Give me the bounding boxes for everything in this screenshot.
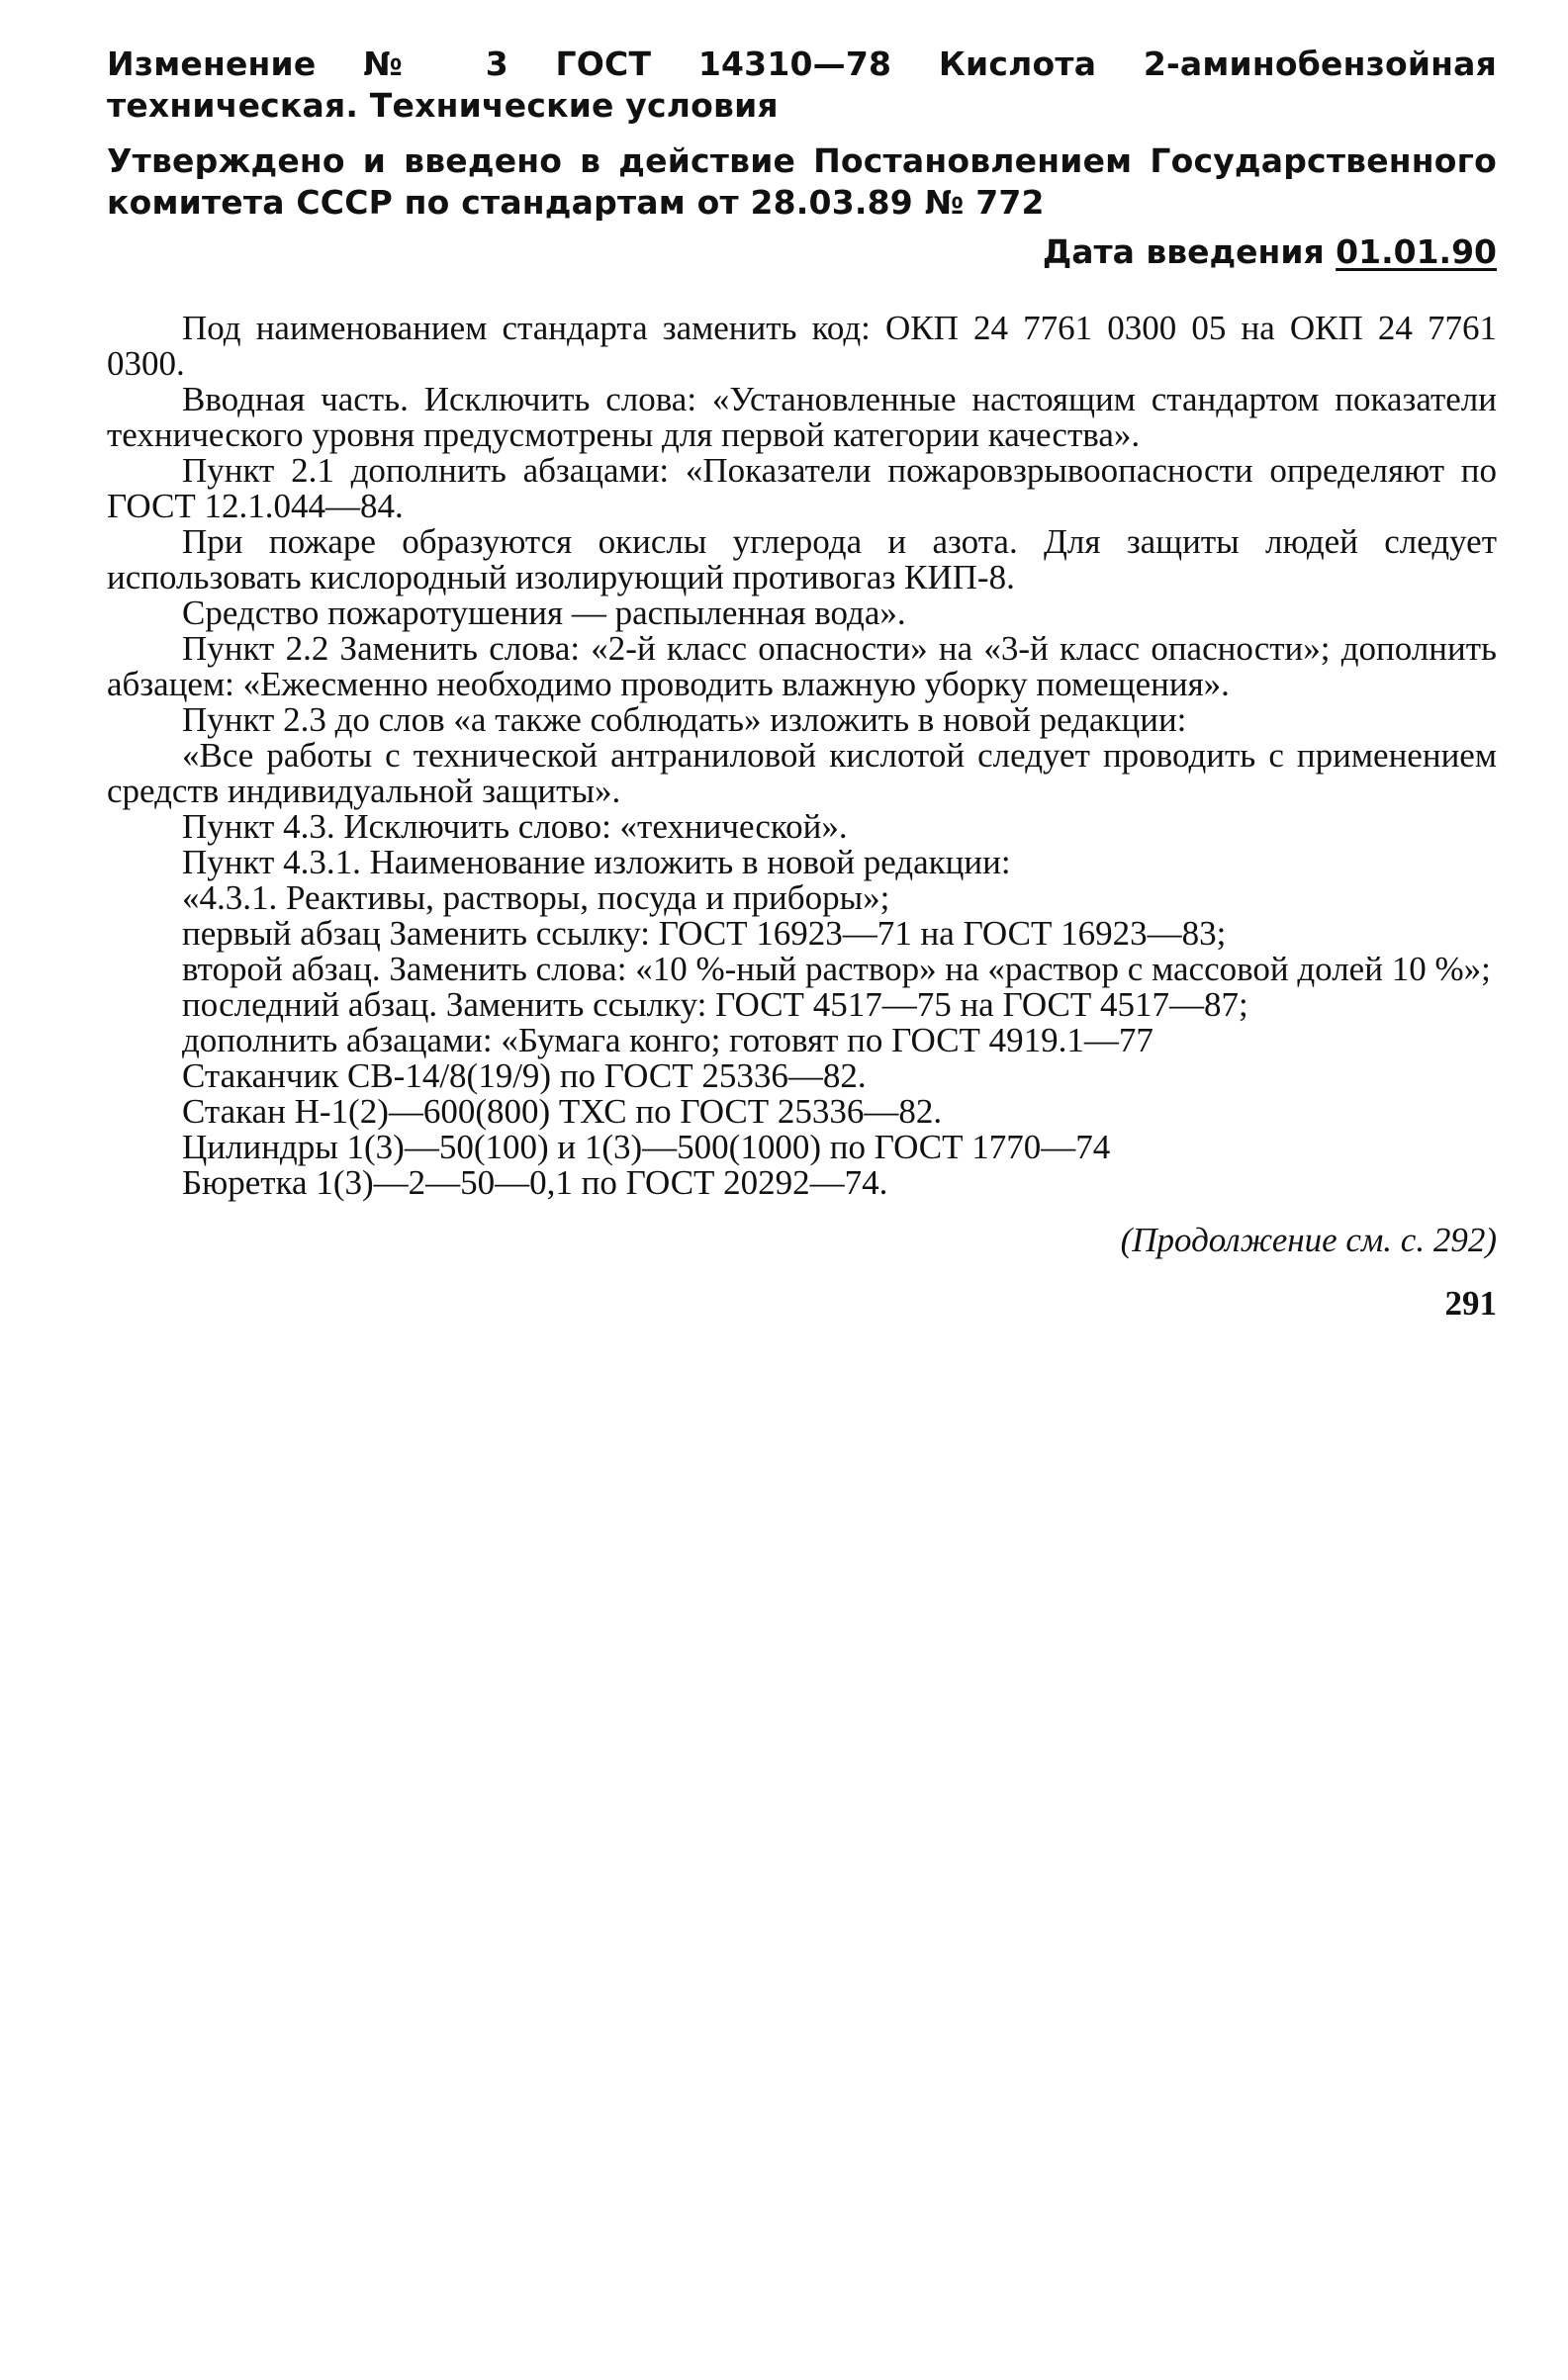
effective-date: [107, 231, 1497, 273]
paragraph: Стакан Н-1(2)—600(800) ТХС по ГОСТ 25336—82.: [182, 1092, 943, 1131]
paragraph: Цилиндры 1(3)—50(100) и 1(3)—500(1000) по ГОСТ 1770—74: [182, 1128, 1111, 1166]
paragraph: Пункт 4.3.1. Наименование изложить в новой редакции:: [182, 843, 1011, 881]
paragraph: дополнить абзацами: «Бумага конго; готовят по ГОСТ 4919.1—77: [182, 1021, 1153, 1059]
paragraph: Пункт 2.1 дополнить абзацами: «Показатели пожаровзрывоопасности определяют по ГОСТ 12.1.044—84.: [107, 451, 1497, 525]
effective-date-value: 01.01.90: [1336, 232, 1497, 271]
paragraph: Пункт 4.3. Исключить слово: «технической».: [182, 807, 848, 846]
paragraph: Пункт 2.2 Заменить слова: «2-й класс опасности» на «3-й класс опасности»; дополнить абзацем: «Ежесменно необходимо проводить влажную уборку помещения».: [107, 629, 1497, 703]
paragraph: первый абзац Заменить ссылку: ГОСТ 16923—71 на ГОСТ 16923—83;: [182, 914, 1227, 953]
continuation-note: (Продолжение см. с. 292): [1120, 1221, 1497, 1259]
paragraph: Под наименованием стандарта заменить код: ОКП 24 7761 0300 05 на ОКП 24 7761 0300.: [107, 309, 1497, 383]
paragraph: Вводная часть. Исключить слова: «Установленные настоящим стандартом показатели технического уровня предусмотрены для первой категории качества».: [107, 380, 1497, 454]
document-page: [107, 44, 1497, 1324]
page-number: 291: [1444, 1284, 1497, 1323]
paragraph: Пункт 2.3 до слов «а также соблюдать» изложить в новой редакции:: [182, 700, 1187, 739]
amendment-body: [107, 311, 1497, 1258]
paragraph: Средство пожаротушения — распыленная вода».: [182, 594, 906, 632]
paragraph: второй абзац. Заменить слова: «10 %-ный раствор» на «раствор с массовой долей 10 %»;: [182, 950, 1491, 988]
paragraph: «4.3.1. Реактивы, растворы, посуда и приборы»;: [182, 878, 890, 917]
paragraph: Стаканчик СВ-14/8(19/9) по ГОСТ 25336—82.: [182, 1056, 867, 1095]
paragraph: Бюретка 1(3)—2—50—0,1 по ГОСТ 20292—74.: [182, 1163, 888, 1202]
approval-statement: Утверждено и введено в действие Постановлением Государственного комитета СССР по стандартам от 28.03.89 № 772: [107, 141, 1497, 222]
paragraph: «Все работы с технической антраниловой кислотой следует проводить с применением средств индивидуальной защиты».: [107, 736, 1497, 810]
paragraph: последний абзац. Заменить ссылку: ГОСТ 4517—75 на ГОСТ 4517—87;: [182, 985, 1248, 1024]
amendment-title: Изменение № 3 ГОСТ 14310—78 Кислота 2-аминобензойная техническая. Технические условия: [107, 45, 1497, 125]
effective-date-label: Дата введения: [1042, 232, 1325, 271]
paragraph: При пожаре образуются окислы углерода и азота. Для защиты людей следует использовать кислородный изолирующий противогаз КИП-8.: [107, 522, 1497, 596]
